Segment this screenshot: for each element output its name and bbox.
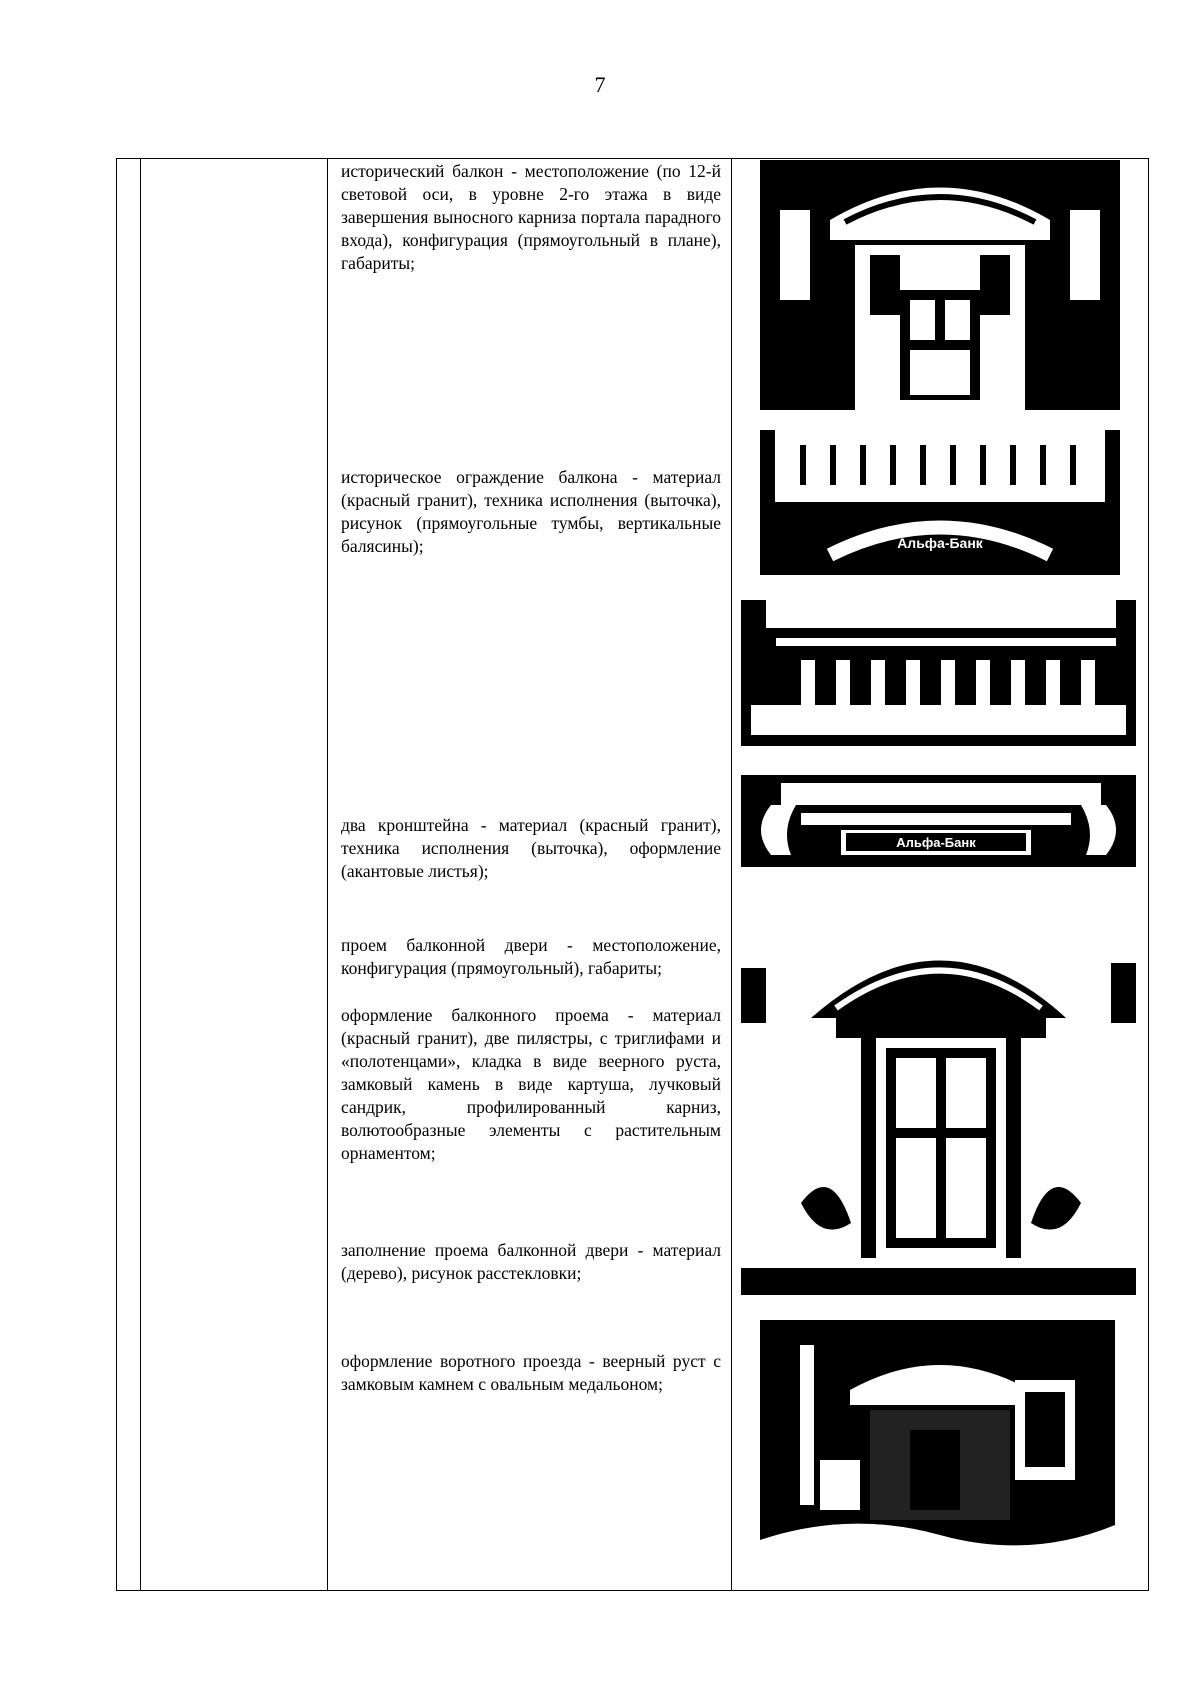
column-divider-2 (327, 159, 328, 1590)
column-divider-1 (140, 159, 141, 1590)
balcony-portal-sign: Альфа-Банк (897, 535, 983, 551)
item-balcony-door-opening: проем балконной двери - местоположение, конфигурация (прямоугольный), габариты; (341, 935, 721, 978)
brackets-photo (741, 775, 1136, 867)
item-balcony-railing: историческое ограждение балкона - материал (красный гранит), техника исполнения (выточка), рисунок (прямоугольные тумбы, вертикальные балясины); (341, 467, 721, 556)
item-brackets: два кронштейна - материал (красный гранит), техника исполнения (выточка), оформление (акантовые листья); (341, 815, 721, 881)
balustrade-photo (741, 600, 1136, 746)
item-gate-passage: оформление воротного проезда - веерный руст с замковым камнем с овальным медальоном; (341, 1351, 721, 1394)
item-balcony-door-filling: заполнение проема балконной двери - материал (дерево), рисунок расстекловки; (341, 1240, 721, 1283)
column-divider-3 (731, 159, 732, 1590)
gate-passage-photo (760, 1320, 1115, 1565)
item-historic-balcony: исторический балкон - местоположение (по 12-й световой оси, в уровне 2-го этажа в виде завершения выносного карниза портала парадного входа), конфигурация (прямоугольный в плане), габариты; (341, 161, 721, 273)
page-number: 7 (594, 72, 606, 97)
balcony-portal-photo (760, 160, 1120, 575)
item-balcony-opening-decor: оформление балконного проема - материал (красный гранит), две пилястры, с триглифами и «полотенцами», кладка в виде веерного руста, замковый камень в виде картуша, лучковый сандрик, профилированный карниз, волютообразные элементы с растительным орнаментом; (341, 1005, 721, 1163)
balcony-door-photo (741, 923, 1136, 1295)
brackets-sign: Альфа-Банк (896, 835, 976, 850)
